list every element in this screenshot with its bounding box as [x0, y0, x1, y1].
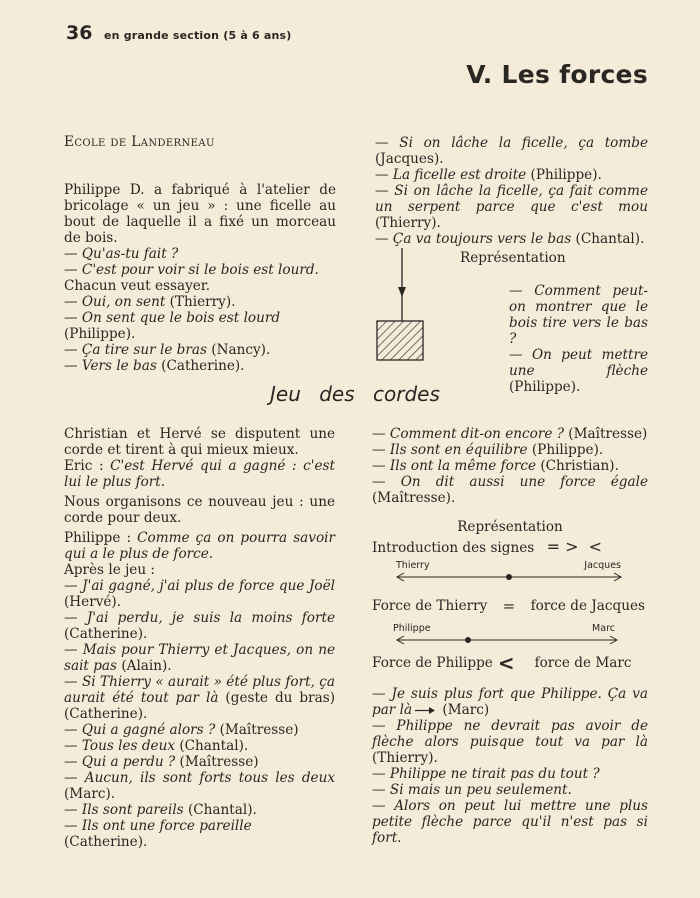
signs-line: Introduction des signes = > < [372, 537, 603, 556]
wood-block [377, 321, 423, 360]
left-bottom-column [64, 426, 335, 850]
rope-diagram-equal [393, 557, 625, 585]
dialogue-line: — Comment dit-on encore ? (Maîtresse) [372, 426, 648, 442]
rope-diagram-less [393, 620, 625, 648]
dialogue-line: — Ils ont la même force (Christian). [372, 458, 619, 474]
dialogue-line: — J'ai gagné, j'ai plus de force que Joël (Hervé). [64, 578, 335, 610]
text-paragraph: Philippe : Comme ça on pourra savoir qui a le plus de force. [64, 530, 335, 562]
inequality-statement: Force de Philippe < force de Marc [372, 651, 632, 675]
dialogue-line: — Oui, on sent (Thierry). [64, 294, 236, 310]
dialogue-line: — Si on lâche la ficelle, ça fait comme un serpent parce que c'est mou (Thierry). [375, 183, 648, 231]
label-thierry: Thierry [396, 560, 430, 571]
label-jacques: Jacques [584, 560, 621, 571]
label-philippe: Philippe [393, 623, 431, 634]
right-bottom-column [372, 426, 648, 556]
intro-paragraph: Philippe D. a fabriqué à l'atelier de bricolage « un jeu » : une ficelle au bout de laquelle il a fixé un morceau de bois. [64, 182, 336, 246]
dialogue-line: — Si mais un peu seulement. [372, 782, 572, 798]
dialogue-line: — C'est pour voir si le bois est lourd. [64, 262, 319, 278]
section-subtitle: Jeu des cordes [270, 382, 440, 406]
dialogue-line: — La ficelle est droite (Philippe). [375, 167, 602, 183]
dialogue-line: — Ils sont en équilibre (Philippe). [372, 442, 604, 458]
text-paragraph: Christian et Hervé se disputent une corde et tirent à qui mieux mieux. [64, 426, 335, 458]
text-paragraph: Nous organisons ce nouveau jeu : une corde pour deux. [64, 494, 335, 526]
dialogue-line: — Je suis plus fort que Philippe. Ça va par là (Marc) [372, 686, 648, 718]
dialogue-line: — Ça tire sur le bras (Nancy). [64, 342, 271, 358]
dialogue-line: — Tous les deux (Chantal). [64, 738, 249, 754]
representation-heading: Représentation [460, 250, 566, 266]
dialogue-line: — Mais pour Thierry et Jacques, on ne sait pas (Alain). [64, 642, 335, 674]
down-arrow-icon [398, 287, 406, 297]
center-knot [465, 637, 471, 643]
right-top-column [375, 135, 648, 247]
dialogue-line: — Qu'as-tu fait ? [64, 246, 179, 262]
running-header: en grande section (5 à 6 ans) [104, 29, 292, 42]
text-paragraph: Eric : C'est Hervé qui a gagné : c'est lui le plus fort. [64, 458, 335, 490]
dialogue-line: — On dit aussi une force égale (Maîtresse). [372, 474, 648, 506]
school-name: Ecole de Landerneau [64, 134, 215, 150]
signs-symbols: = > < [546, 537, 603, 556]
dialogue-line: — Ça va toujours vers le bas (Chantal). [375, 231, 645, 247]
small-arrow-icon [414, 706, 436, 715]
right-final-dialogue [372, 686, 648, 846]
page-number: 36 [66, 22, 93, 44]
representation-heading: Représentation [457, 519, 563, 535]
dialogue-line: — Qui a gagné alors ? (Maîtresse) [64, 722, 299, 738]
dialogue-line: — Ils ont une force pareille (Catherine). [64, 818, 252, 850]
dialogue-line: — Si Thierry « aurait » été plus fort, ça aurait été tout par là (geste du bras) (Catherine). [64, 674, 335, 722]
dialogue-line: — Aucun, ils sont forts tous les deux (Marc). [64, 770, 335, 802]
weight-caption: — Comment peut-on montrer que le bois tire vers le bas ? — On peut mettre une flèche (Philippe). [509, 283, 648, 395]
dialogue-line: — Vers le bas (Catherine). [64, 358, 245, 374]
equality-statement: Force de Thierry = force de Jacques [372, 597, 645, 615]
text-line: Après le jeu : [64, 562, 155, 578]
dialogue-line: — Qui a perdu ? (Maîtresse) [64, 754, 259, 770]
text-line: Chacun veut essayer. [64, 278, 211, 294]
dialogue-line: — On sent que le bois est lourd (Philippe). [64, 310, 281, 342]
dialogue-line: — Alors on peut lui mettre une plus petite flèche parce qu'il n'est pas si fort. [372, 798, 648, 846]
weight-diagram [370, 244, 434, 366]
center-knot [506, 574, 512, 580]
dialogue-line: — Ils sont pareils (Chantal). [64, 802, 257, 818]
dialogue-line: — Si on lâche la ficelle, ça tombe (Jacques). [375, 135, 648, 167]
dialogue-line: — J'ai perdu, je suis la moins forte (Catherine). [64, 610, 335, 642]
chapter-title: V. Les forces [466, 60, 648, 89]
label-marc: Marc [592, 623, 615, 634]
left-top-column [64, 134, 336, 374]
dialogue-line: — Philippe ne tirait pas du tout ? [372, 766, 600, 782]
dialogue-line: — Philippe ne devrait pas avoir de flèche alors puisque tout va par là (Thierry). [372, 718, 648, 766]
